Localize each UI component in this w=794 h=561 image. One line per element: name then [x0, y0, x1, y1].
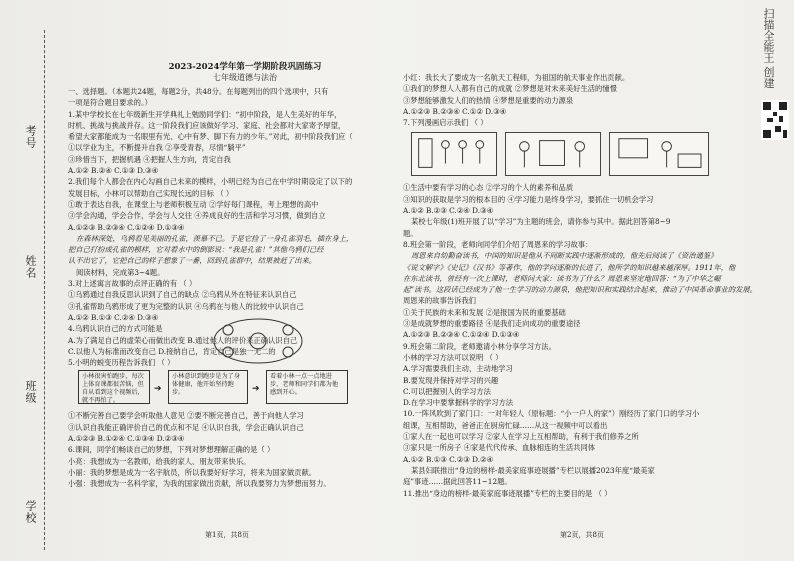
- text-line: 一项是符合题目要求的。）: [68, 98, 152, 108]
- text-line: ①乌鸦通过自我反思认识到了自己的缺点 ②乌鸦从外在特征来认识自己: [68, 290, 297, 300]
- text-line: 2.我们每个人都会在内心勾画自己未来的模样，小明已经为自己在中学时期设定了以下的: [68, 177, 353, 187]
- left-column: [68, 86, 386, 490]
- text-line: 希望大家都能成为一名眼里有光、心中有梦、脚下有力的少年。”对此，初中阶段我们应（: [68, 132, 353, 142]
- text-line: 发展目标，小林可以帮助自己实现长远的目标 （ ）: [68, 188, 234, 198]
- text-line: ①以学业为主，不断提升自我 ②享受青春，尽情“躺平”: [68, 143, 246, 153]
- text-line: ③珍惜当下，把握机遇 ④把握人生方向，肯定自我: [68, 154, 231, 164]
- text-line: 5.小明的蜕变历程告诉我们 （ ）: [68, 358, 175, 368]
- text-line: ①我们的梦想人人都有自己的成就 ②梦想是对未来美好生活的憧憬: [403, 84, 617, 94]
- text-line: 小红：我长大了要成为一名航天工程师，为祖国的航天事业作出贡献。: [403, 73, 630, 82]
- text-line: 时机、挑战与挑战并存。这一阶段我们应该做好学习、家庭、社会都对大家寄予厚望，: [68, 120, 346, 130]
- text-line: A.①②③ B.②③④ C.①② D.③④: [403, 106, 507, 116]
- text-line: A.为了满足自己的虚荣心而做出改变 B.通过他人的评价来正确认识自己: [68, 335, 298, 345]
- text-line: 在森林深处，乌鸦看见美丽的孔雀，羡慕不已。于是它捡了一身孔雀羽毛，插在身上，: [76, 233, 354, 243]
- text-line: 小丽：我的梦想是成为一名宇航员，所以我要好好学习，将来为国家做贡献。: [68, 467, 317, 477]
- text-line: A.①②③ B.②③④ C.①②④ D.①③④: [403, 330, 520, 340]
- text-line: ③认识自我能正确评价自己的优点和不足 ④认识自我，学会正确认识自己: [68, 422, 304, 432]
- text-line: 3.对上述寓言故事的点评正确的有 （ ）: [68, 279, 197, 289]
- cartoon-box-3: 看着小林一点一点地进步，老师和同学们都为他感到开心。: [266, 370, 348, 404]
- text-line: ①家人在一起也可以学习 ②家人在学习上互相帮助，有利于我们修养之所: [403, 432, 639, 442]
- text-line: 10.一阵风吹到了家门口：一对年轻人（原标题：“小一户人的家”）刚经历了家门口的学习小: [403, 409, 700, 419]
- name-label: 姓名: [24, 255, 37, 279]
- exam-title: 2023-2024学年第一学期阶段巩固练习: [168, 62, 322, 72]
- text-line: 8.班会第一阶段，老师向同学们介绍了周恩来的学习故事：: [403, 239, 593, 249]
- exam-subtitle: 七年级道德与法治: [213, 73, 277, 82]
- comic-panel-2: [505, 132, 601, 176]
- text-line: ③孔雀帮助乌鸦形成了更为完整的认识 ④乌鸦在与他人的比较中认识自己: [68, 301, 304, 311]
- text-line: 周恩来自幼勤奋读书，中国的知识是他从不间断实践中逐渐形成的，他先后阅读了《资治通鉴》: [411, 251, 718, 261]
- text-line: ③学会沟通，学会合作，学会与人交往 ④养成良好的生活和学习习惯，做到自立: [68, 211, 326, 221]
- text-line: C.以他人为标准而改变自己 D.接纳自己，肯定自己是独一无二的: [68, 346, 276, 356]
- text-line: 周恩来的故事告诉我们: [403, 296, 476, 306]
- text-line: 某县妇联推出“身边的榜样-最美家庭事迹展播”专栏以展播2023年度“最美家: [411, 465, 655, 475]
- text-line: A.①② B.②④ C.①③ D.③④: [68, 166, 159, 176]
- text-line: 把自己打扮成孔雀的模样，它对着水中的倒影说：“我是孔雀！”其他乌鸦们已经: [68, 245, 324, 255]
- text-line: 认不出它了，它把自己的样子想象了一番，回到孔雀群中，结果被赶了出来。: [68, 256, 317, 266]
- text-line: A.学习需要我们主动，主动地学习: [403, 364, 513, 374]
- text-line: 起”读书。这段话已经成为了他一生学习的动力源泉，他把知识和实践结合起来，推动了中国革命事业的发展。: [403, 285, 757, 295]
- cartoon-box-1: 小林很害怕跑步，每次上体育课都很苦恼，但自从看到这个视频后，就不再怕了。: [78, 370, 150, 404]
- comic-panel-3: [609, 132, 709, 176]
- text-line: 组课，互相帮助，爸爸正在厨房忙碌……从这一视频中可以看出: [403, 420, 608, 430]
- binding-margin: [0, 0, 60, 561]
- text-line: 9.班会第二阶段，老师邀请小林分享学习方法。: [403, 341, 556, 351]
- text-line: A.①② B.①③ C.②④ D.③④: [68, 312, 159, 322]
- study-method-diagram: [210, 316, 306, 366]
- text-line: 某校七年级(1)班开展了以“学习”为主题的班会，请你参与其中。据此回答第8~9: [411, 217, 671, 227]
- text-line: A.①②③ B.①②④ C.①③④ D.②③④: [68, 434, 185, 444]
- comic-panel-1: [411, 132, 497, 176]
- school-label: 学校: [24, 500, 37, 524]
- text-line: 在东北读书，曾经有一次上课时，老师问大家：读书为了什么？周恩来坚定地回答：“为了中华之崛: [403, 273, 721, 283]
- binding-dashed-line: [44, 30, 45, 550]
- text-line: B.要发现并保持对学习的兴趣: [403, 375, 499, 385]
- cartoon-box-2: 小林意识到跑步是为了身体健康，他开始坚持跑步。: [168, 370, 248, 404]
- text-line: ③是成就梦想的重要路径 ④是我们走向成功的重要途径: [403, 319, 581, 329]
- text-line: A.①② B.①③ C.②③ D.②④: [403, 454, 494, 464]
- class-label: 班级: [24, 380, 37, 404]
- text-line: 小亮：我想成为一名教师，给我的家人、朋友带来快乐。: [68, 456, 251, 466]
- arrow-right-icon: ➔: [252, 384, 260, 395]
- text-line: ③家只是一所房子 ④家是代代传承、血脉相连的生活共同体: [403, 443, 596, 453]
- right-page-footer: 第2页，共8页: [560, 531, 604, 539]
- text-line: 小林的学习方法可以说明 （ ）: [403, 352, 503, 362]
- text-line: C.可以把握别人的学习方法: [403, 386, 491, 396]
- text-line: D.在学习中要掌握科学的学习方法: [403, 398, 514, 408]
- text-line: 一、选择题。（本题共24题，每题2分，共48分。在每题列出的四个选项中，只有: [68, 87, 329, 96]
- text-line: ①敢于表达自我，在课堂上与老师积极互动 ②学好每门课程，考上理想的高中: [68, 199, 319, 209]
- text-line: A.①② B.②③ C.②④ D.③④: [403, 206, 494, 216]
- text-line: 《说文解字》《史记》《汉书》等著作，他的学问逐渐的长进了，他所学的知识越来越深厚。1911年，他: [403, 262, 736, 272]
- text-line: 6.课间，同学们畅谈自己的梦想，下列对梦想理解正确的是（ ）: [68, 445, 275, 455]
- right-column: [403, 72, 757, 499]
- text-line: 阅读材料，完成第3~4题。: [76, 267, 165, 277]
- text-line: ③梦想能够激发人们的热情 ④梦想是重要的动力源泉: [403, 95, 574, 105]
- cartoon-strip: [68, 370, 386, 408]
- text-line: ①不断完善自己要学会听取他人意见 ②要不断完善自己，善于向他人学习: [68, 411, 304, 421]
- text-line: 11.推出“身边的榜样-最美家庭事迹展播”专栏的主要目的是 （ ）: [403, 488, 612, 498]
- id-label: 考号: [24, 125, 37, 149]
- text-line: 4.乌鸦认识自己的方式可能是: [68, 324, 163, 334]
- arrow-right-icon: ➔: [154, 384, 162, 395]
- text-line: 题。: [403, 228, 418, 238]
- text-line: 庭”事迹……据此回答11~12题。: [403, 477, 512, 487]
- left-page-footer: 第1页，共8页: [205, 531, 249, 539]
- text-line: A.①②③ B.②③④ C.①②④ D.①③④: [68, 222, 185, 232]
- text-line: ①生活中要有学习的心态 ②学习的个人的素养和品质: [403, 183, 574, 193]
- text-line: ①关于民族的未来和发展 ②是报国为民的重要基础: [403, 307, 566, 317]
- text-line: 7.下列漫画启示我们 （ ）: [403, 118, 488, 128]
- comic-images: [403, 130, 717, 180]
- text-line: ③知识的获取是学习的根本目的 ④学习能力是终身学习，要抓住一切机会学习: [403, 194, 654, 204]
- qr-code-icon: [761, 100, 789, 140]
- text-line: 小强：我想成为一名科学家，为我的国家做出贡献，所以我要努力为梦想而努力。: [68, 479, 331, 489]
- text-line: 1.某中学校长在七年级新生开学典礼上勉励同学们：“初中阶段，是人生美好的年华，: [68, 109, 342, 119]
- scanner-watermark: 扫描全能王 创建: [762, 8, 775, 89]
